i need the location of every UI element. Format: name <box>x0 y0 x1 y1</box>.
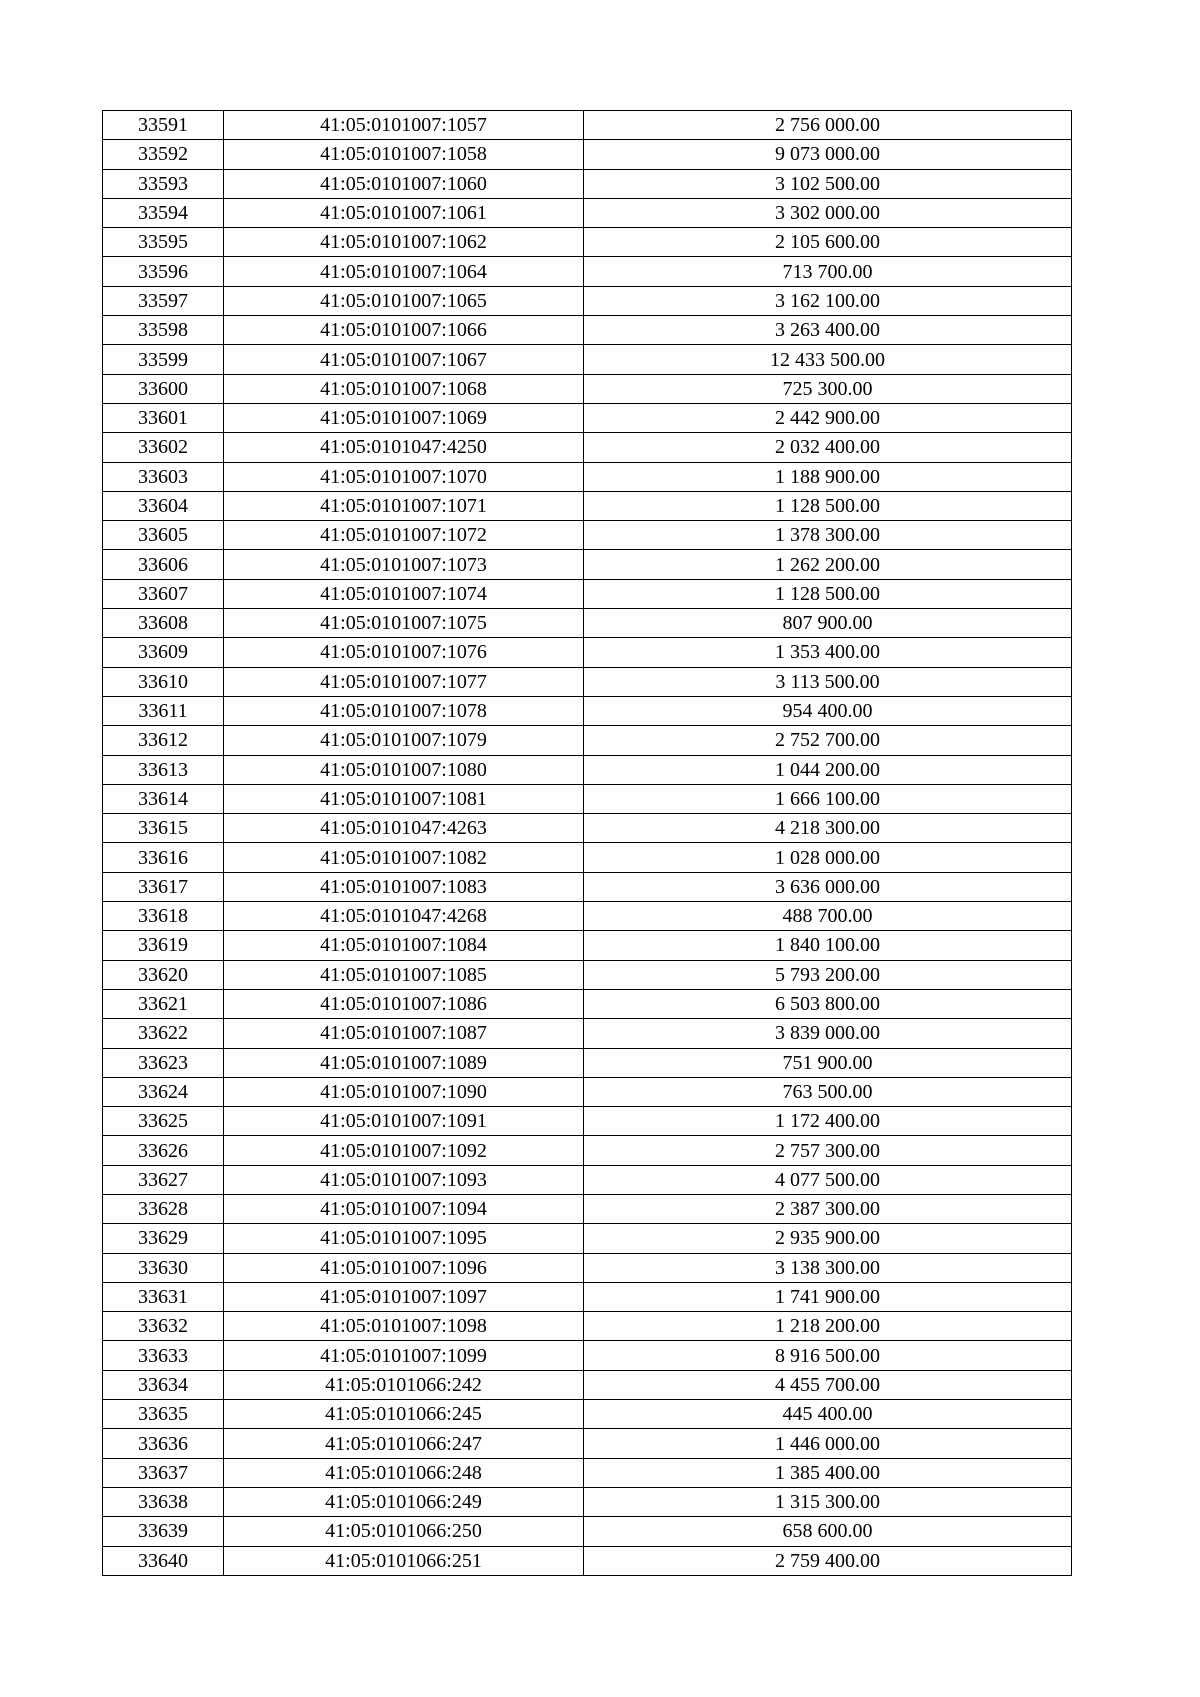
table-row <box>103 667 1072 696</box>
cadastral-number-cell: 41:05:0101007:1084 <box>224 931 584 960</box>
cadastral-value-cell: 1 666 100.00 <box>584 784 1072 813</box>
row-number-cell: 33628 <box>103 1194 224 1223</box>
cadastral-value-cell: 763 500.00 <box>584 1077 1072 1106</box>
row-number-cell: 33598 <box>103 316 224 345</box>
cadastral-value-cell: 3 102 500.00 <box>584 169 1072 198</box>
cadastral-number-cell: 41:05:0101066:250 <box>224 1517 584 1546</box>
cadastral-number-cell: 41:05:0101007:1080 <box>224 755 584 784</box>
row-number-cell: 33611 <box>103 696 224 725</box>
table-row <box>103 902 1072 931</box>
cadastral-value-cell: 1 315 300.00 <box>584 1487 1072 1516</box>
cadastral-number-cell: 41:05:0101007:1092 <box>224 1136 584 1165</box>
row-number-cell: 33610 <box>103 667 224 696</box>
row-number-cell: 33599 <box>103 345 224 374</box>
table-row <box>103 960 1072 989</box>
row-number-cell: 33591 <box>103 111 224 140</box>
cadastral-number-cell: 41:05:0101066:245 <box>224 1400 584 1429</box>
cadastral-value-cell: 1 353 400.00 <box>584 638 1072 667</box>
row-number-cell: 33632 <box>103 1312 224 1341</box>
row-number-cell: 33608 <box>103 609 224 638</box>
cadastral-value-cell: 1 218 200.00 <box>584 1312 1072 1341</box>
cadastral-value-cell: 4 077 500.00 <box>584 1165 1072 1194</box>
row-number-cell: 33612 <box>103 726 224 755</box>
row-number-cell: 33629 <box>103 1224 224 1253</box>
table-row <box>103 111 1072 140</box>
cadastral-value-cell: 1 044 200.00 <box>584 755 1072 784</box>
cadastral-number-cell: 41:05:0101047:4250 <box>224 433 584 462</box>
row-number-cell: 33618 <box>103 902 224 931</box>
cadastral-number-cell: 41:05:0101007:1060 <box>224 169 584 198</box>
row-number-cell: 33640 <box>103 1546 224 1575</box>
table-row <box>103 1194 1072 1223</box>
row-number-cell: 33630 <box>103 1253 224 1282</box>
row-number-cell: 33635 <box>103 1400 224 1429</box>
table-row <box>103 433 1072 462</box>
row-number-cell: 33601 <box>103 403 224 432</box>
table-row <box>103 1224 1072 1253</box>
row-number-cell: 33619 <box>103 931 224 960</box>
cadastral-value-cell: 3 302 000.00 <box>584 198 1072 227</box>
table-row <box>103 1370 1072 1399</box>
table-row <box>103 1253 1072 1282</box>
table-row <box>103 989 1072 1018</box>
row-number-cell: 33609 <box>103 638 224 667</box>
cadastral-value-cell: 2 105 600.00 <box>584 228 1072 257</box>
table-row <box>103 140 1072 169</box>
table-row <box>103 1077 1072 1106</box>
cadastral-number-cell: 41:05:0101007:1093 <box>224 1165 584 1194</box>
row-number-cell: 33638 <box>103 1487 224 1516</box>
cadastral-number-cell: 41:05:0101066:248 <box>224 1458 584 1487</box>
cadastral-value-cell: 1 188 900.00 <box>584 462 1072 491</box>
cadastral-number-cell: 41:05:0101007:1095 <box>224 1224 584 1253</box>
cadastral-value-table <box>102 110 1072 1576</box>
table-row <box>103 550 1072 579</box>
cadastral-number-cell: 41:05:0101007:1075 <box>224 609 584 638</box>
cadastral-number-cell: 41:05:0101007:1086 <box>224 989 584 1018</box>
cadastral-value-cell: 954 400.00 <box>584 696 1072 725</box>
row-number-cell: 33624 <box>103 1077 224 1106</box>
row-number-cell: 33634 <box>103 1370 224 1399</box>
cadastral-value-cell: 3 162 100.00 <box>584 286 1072 315</box>
cadastral-number-cell: 41:05:0101066:242 <box>224 1370 584 1399</box>
cadastral-number-cell: 41:05:0101007:1062 <box>224 228 584 257</box>
cadastral-number-cell: 41:05:0101047:4268 <box>224 902 584 931</box>
row-number-cell: 33639 <box>103 1517 224 1546</box>
cadastral-value-cell: 3 113 500.00 <box>584 667 1072 696</box>
cadastral-number-cell: 41:05:0101007:1087 <box>224 1019 584 1048</box>
table-row <box>103 1487 1072 1516</box>
cadastral-value-cell: 9 073 000.00 <box>584 140 1072 169</box>
cadastral-number-cell: 41:05:0101007:1083 <box>224 872 584 901</box>
table-row <box>103 403 1072 432</box>
table-row <box>103 1282 1072 1311</box>
table-row <box>103 374 1072 403</box>
table-row <box>103 521 1072 550</box>
cadastral-value-cell: 2 756 000.00 <box>584 111 1072 140</box>
cadastral-value-cell: 2 935 900.00 <box>584 1224 1072 1253</box>
cadastral-value-cell: 3 636 000.00 <box>584 872 1072 901</box>
row-number-cell: 33623 <box>103 1048 224 1077</box>
table-row <box>103 345 1072 374</box>
cadastral-number-cell: 41:05:0101007:1057 <box>224 111 584 140</box>
table-row <box>103 638 1072 667</box>
table-row <box>103 491 1072 520</box>
table-row <box>103 1341 1072 1370</box>
row-number-cell: 33605 <box>103 521 224 550</box>
cadastral-number-cell: 41:05:0101007:1069 <box>224 403 584 432</box>
table-row <box>103 462 1072 491</box>
row-number-cell: 33602 <box>103 433 224 462</box>
cadastral-number-cell: 41:05:0101066:247 <box>224 1429 584 1458</box>
table-row <box>103 609 1072 638</box>
row-number-cell: 33603 <box>103 462 224 491</box>
table-row <box>103 843 1072 872</box>
cadastral-value-cell: 4 218 300.00 <box>584 814 1072 843</box>
cadastral-number-cell: 41:05:0101007:1067 <box>224 345 584 374</box>
cadastral-number-cell: 41:05:0101007:1074 <box>224 579 584 608</box>
cadastral-value-cell: 2 757 300.00 <box>584 1136 1072 1165</box>
table-row <box>103 1165 1072 1194</box>
row-number-cell: 33621 <box>103 989 224 1018</box>
cadastral-number-cell: 41:05:0101007:1058 <box>224 140 584 169</box>
cadastral-number-cell: 41:05:0101007:1065 <box>224 286 584 315</box>
cadastral-number-cell: 41:05:0101007:1094 <box>224 1194 584 1223</box>
cadastral-value-cell: 2 759 400.00 <box>584 1546 1072 1575</box>
cadastral-value-cell: 3 263 400.00 <box>584 316 1072 345</box>
cadastral-value-cell: 12 433 500.00 <box>584 345 1072 374</box>
cadastral-value-cell: 4 455 700.00 <box>584 1370 1072 1399</box>
cadastral-number-cell: 41:05:0101007:1072 <box>224 521 584 550</box>
table-row <box>103 755 1072 784</box>
table-row <box>103 1546 1072 1575</box>
cadastral-value-cell: 807 900.00 <box>584 609 1072 638</box>
table-row <box>103 1048 1072 1077</box>
table-row <box>103 1517 1072 1546</box>
row-number-cell: 33620 <box>103 960 224 989</box>
cadastral-number-cell: 41:05:0101007:1077 <box>224 667 584 696</box>
table-row <box>103 257 1072 286</box>
row-number-cell: 33606 <box>103 550 224 579</box>
row-number-cell: 33600 <box>103 374 224 403</box>
cadastral-value-cell: 3 839 000.00 <box>584 1019 1072 1048</box>
table-row <box>103 286 1072 315</box>
row-number-cell: 33596 <box>103 257 224 286</box>
row-number-cell: 33607 <box>103 579 224 608</box>
cadastral-value-cell: 1 840 100.00 <box>584 931 1072 960</box>
cadastral-number-cell: 41:05:0101007:1098 <box>224 1312 584 1341</box>
cadastral-number-cell: 41:05:0101007:1091 <box>224 1107 584 1136</box>
row-number-cell: 33626 <box>103 1136 224 1165</box>
table-row <box>103 696 1072 725</box>
cadastral-value-cell: 1 741 900.00 <box>584 1282 1072 1311</box>
row-number-cell: 33631 <box>103 1282 224 1311</box>
cadastral-value-cell: 751 900.00 <box>584 1048 1072 1077</box>
cadastral-value-cell: 2 752 700.00 <box>584 726 1072 755</box>
cadastral-number-cell: 41:05:0101007:1061 <box>224 198 584 227</box>
cadastral-number-cell: 41:05:0101007:1099 <box>224 1341 584 1370</box>
table-row <box>103 579 1072 608</box>
table-row <box>103 784 1072 813</box>
cadastral-value-cell: 658 600.00 <box>584 1517 1072 1546</box>
row-number-cell: 33616 <box>103 843 224 872</box>
cadastral-number-cell: 41:05:0101007:1064 <box>224 257 584 286</box>
cadastral-value-cell: 713 700.00 <box>584 257 1072 286</box>
cadastral-number-cell: 41:05:0101007:1082 <box>224 843 584 872</box>
row-number-cell: 33597 <box>103 286 224 315</box>
cadastral-number-cell: 41:05:0101007:1078 <box>224 696 584 725</box>
row-number-cell: 33593 <box>103 169 224 198</box>
cadastral-value-cell: 2 032 400.00 <box>584 433 1072 462</box>
cadastral-number-cell: 41:05:0101007:1071 <box>224 491 584 520</box>
cadastral-value-cell: 2 442 900.00 <box>584 403 1072 432</box>
cadastral-number-cell: 41:05:0101007:1066 <box>224 316 584 345</box>
cadastral-number-cell: 41:05:0101007:1085 <box>224 960 584 989</box>
table-row <box>103 1312 1072 1341</box>
row-number-cell: 33614 <box>103 784 224 813</box>
table-row <box>103 169 1072 198</box>
cadastral-value-cell: 1 378 300.00 <box>584 521 1072 550</box>
cadastral-number-cell: 41:05:0101007:1090 <box>224 1077 584 1106</box>
cadastral-value-cell: 1 172 400.00 <box>584 1107 1072 1136</box>
cadastral-value-cell: 725 300.00 <box>584 374 1072 403</box>
cadastral-value-cell: 1 385 400.00 <box>584 1458 1072 1487</box>
table-row <box>103 814 1072 843</box>
cadastral-value-cell: 488 700.00 <box>584 902 1072 931</box>
row-number-cell: 33637 <box>103 1458 224 1487</box>
row-number-cell: 33613 <box>103 755 224 784</box>
row-number-cell: 33636 <box>103 1429 224 1458</box>
table-row <box>103 228 1072 257</box>
cadastral-value-cell: 445 400.00 <box>584 1400 1072 1429</box>
table-row <box>103 1429 1072 1458</box>
row-number-cell: 33604 <box>103 491 224 520</box>
cadastral-number-cell: 41:05:0101066:249 <box>224 1487 584 1516</box>
table-body <box>103 111 1072 1576</box>
row-number-cell: 33622 <box>103 1019 224 1048</box>
row-number-cell: 33633 <box>103 1341 224 1370</box>
table-row <box>103 1136 1072 1165</box>
table-row <box>103 1019 1072 1048</box>
row-number-cell: 33617 <box>103 872 224 901</box>
cadastral-value-cell: 1 262 200.00 <box>584 550 1072 579</box>
cadastral-number-cell: 41:05:0101007:1076 <box>224 638 584 667</box>
cadastral-value-cell: 3 138 300.00 <box>584 1253 1072 1282</box>
cadastral-value-cell: 5 793 200.00 <box>584 960 1072 989</box>
table-row <box>103 1458 1072 1487</box>
cadastral-number-cell: 41:05:0101066:251 <box>224 1546 584 1575</box>
cadastral-value-cell: 6 503 800.00 <box>584 989 1072 1018</box>
table-row <box>103 726 1072 755</box>
cadastral-number-cell: 41:05:0101007:1097 <box>224 1282 584 1311</box>
cadastral-number-cell: 41:05:0101047:4263 <box>224 814 584 843</box>
cadastral-number-cell: 41:05:0101007:1089 <box>224 1048 584 1077</box>
row-number-cell: 33595 <box>103 228 224 257</box>
cadastral-value-cell: 1 128 500.00 <box>584 579 1072 608</box>
cadastral-number-cell: 41:05:0101007:1073 <box>224 550 584 579</box>
table-row <box>103 1107 1072 1136</box>
row-number-cell: 33592 <box>103 140 224 169</box>
cadastral-number-cell: 41:05:0101007:1068 <box>224 374 584 403</box>
cadastral-value-cell: 2 387 300.00 <box>584 1194 1072 1223</box>
cadastral-number-cell: 41:05:0101007:1081 <box>224 784 584 813</box>
row-number-cell: 33594 <box>103 198 224 227</box>
table-row <box>103 198 1072 227</box>
cadastral-number-cell: 41:05:0101007:1070 <box>224 462 584 491</box>
cadastral-value-cell: 1 446 000.00 <box>584 1429 1072 1458</box>
table-row <box>103 872 1072 901</box>
row-number-cell: 33625 <box>103 1107 224 1136</box>
row-number-cell: 33615 <box>103 814 224 843</box>
cadastral-number-cell: 41:05:0101007:1096 <box>224 1253 584 1282</box>
cadastral-number-cell: 41:05:0101007:1079 <box>224 726 584 755</box>
table-row <box>103 316 1072 345</box>
cadastral-value-cell: 8 916 500.00 <box>584 1341 1072 1370</box>
table-row <box>103 931 1072 960</box>
cadastral-value-cell: 1 028 000.00 <box>584 843 1072 872</box>
row-number-cell: 33627 <box>103 1165 224 1194</box>
cadastral-value-cell: 1 128 500.00 <box>584 491 1072 520</box>
table-row <box>103 1400 1072 1429</box>
